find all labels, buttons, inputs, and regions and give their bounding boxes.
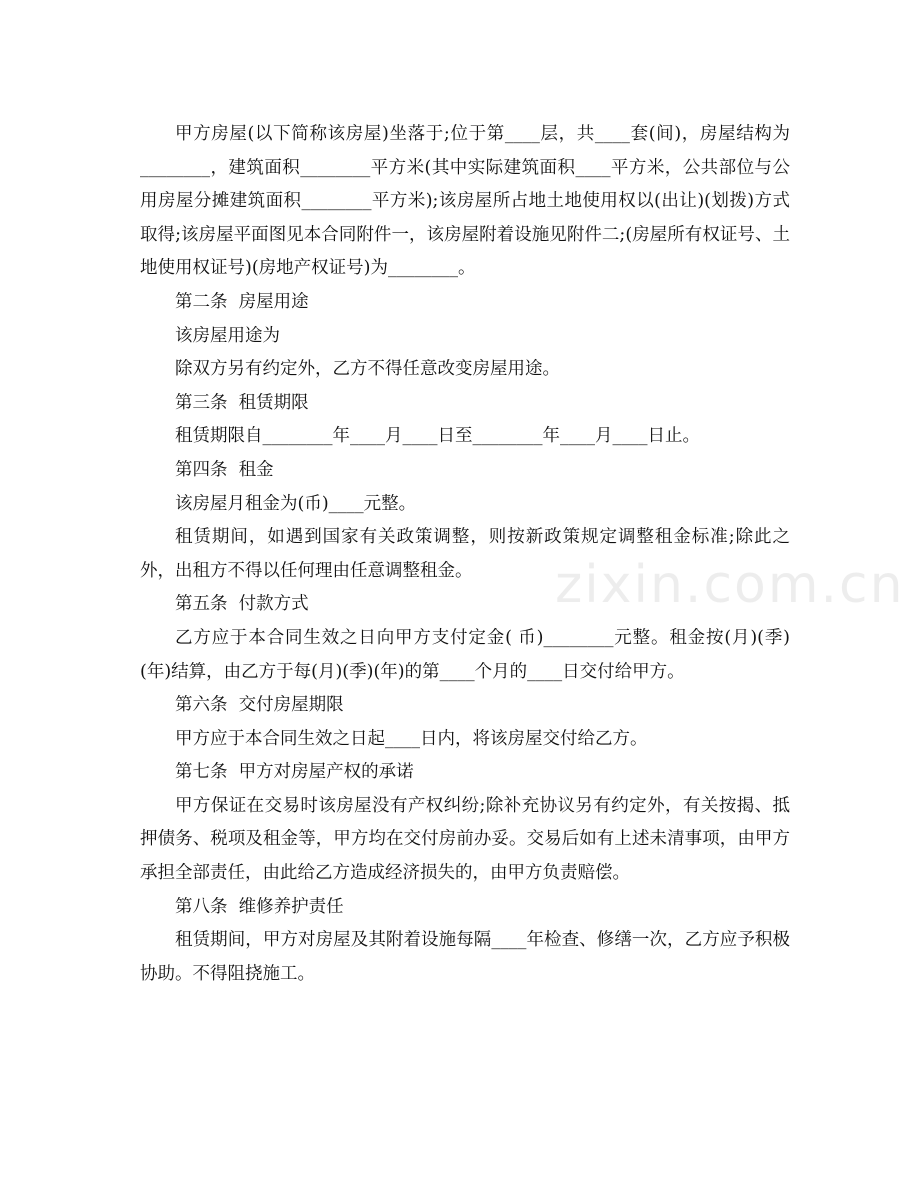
paragraph-property-use: 该房屋用途为 — [175, 325, 280, 346]
heading-article-8: 第八条 维修养护责任 — [175, 896, 344, 917]
paragraph-delivery-deadline: 甲方应于本合同生效之日起____日内，将该房屋交付给乙方。 — [175, 728, 648, 749]
paragraph-property-description: 甲方房屋(以下简称该房屋)坐落于;位于第____层，共____套(间)，房屋结构为________，建筑面积________平方米(其中实际建筑面积____平方米，公共部位与公用房屋分摊建筑面积________平方米);该房屋所占地土地使用权以(出让)(划拨)方式取得;该房屋平面图见本合同附件一，该房屋附着设施见附件二;(房屋所有权证号、土地使用权证号)(房地产权证号)为________。 — [140, 124, 790, 279]
heading-article-3: 第三条 租赁期限 — [175, 392, 309, 413]
paragraph-ownership-guarantee: 甲方保证在交易时该房屋没有产权纠纷;除补充协议另有约定外，有关按揭、抵押债务、税项及租金等，甲方均在交付房前办妥。交易后如有上述未清事项，由甲方承担全部责任，由此给乙方造成经济损失的，由甲方负责赔偿。 — [140, 795, 790, 884]
heading-article-7: 第七条 甲方对房屋产权的承诺 — [175, 762, 414, 783]
heading-article-5: 第五条 付款方式 — [175, 594, 309, 615]
heading-article-4: 第四条 租金 — [175, 459, 274, 480]
paragraph-payment-method: 乙方应于本合同生效之日向甲方支付定金( 币)________元整。租金按(月)(季)(年)结算，由乙方于每(月)(季)(年)的第____个月的____日交付给甲方。 — [140, 627, 790, 682]
paragraph-monthly-rent: 该房屋月租金为(币)____元整。 — [175, 493, 417, 514]
contract-body — [140, 118, 790, 991]
watermark: zixin.com.cn — [555, 555, 905, 615]
paragraph-use-restriction: 除双方另有约定外，乙方不得任意改变房屋用途。 — [175, 359, 560, 380]
heading-article-6: 第六条 交付房屋期限 — [175, 695, 344, 716]
paragraph-rent-adjustment: 租赁期间，如遇到国家有关政策调整，则按新政策规定调整租金标准;除此之外，出租方不得以任何理由任意调整租金。 — [140, 527, 790, 581]
paragraph-lease-term: 租赁期限自________年____月____日至________年____月____日止。 — [175, 426, 700, 447]
heading-article-2: 第二条 房屋用途 — [175, 291, 309, 312]
paragraph-maintenance: 租赁期间，甲方对房屋及其附着设施每隔____年检查、修缮一次，乙方应予积极协助。不得阻挠施工。 — [140, 930, 790, 984]
